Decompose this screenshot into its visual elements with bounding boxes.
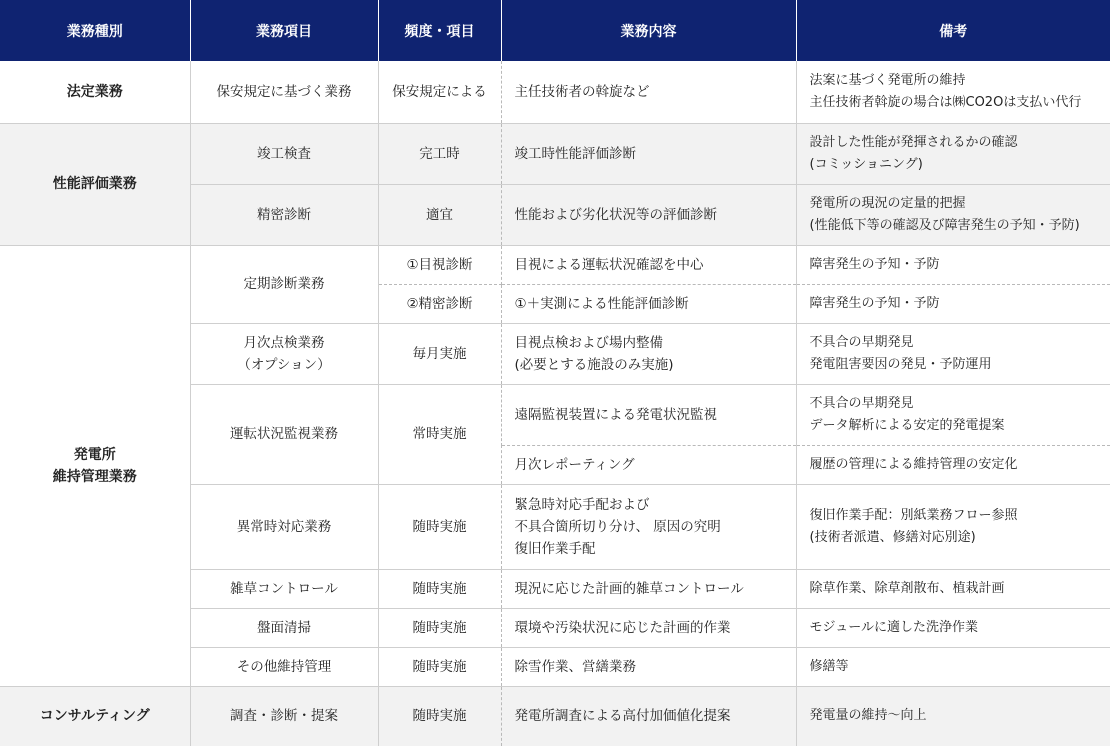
content-cell: 月次レポーティング	[501, 445, 796, 484]
content-cell: 環境や汚染状況に応じた計画的作業	[501, 608, 796, 647]
table-row	[0, 61, 1110, 123]
note-cell	[796, 323, 1110, 384]
content-cell: 遠隔監視装置による発電状況監視	[501, 384, 796, 445]
note-line: (技術者派遣、修繕対応別途)	[809, 529, 976, 545]
category-line: 発電所	[73, 446, 116, 463]
table-row	[0, 245, 1110, 284]
content-line: 不具合箇所切り分け、 原因の究明	[514, 518, 721, 535]
note-line: 主任技術者斡旋の場合は㈱CO2Oは支払い代行	[809, 94, 1082, 110]
content-cell: 竣工時性能評価診断	[501, 123, 796, 184]
content-cell	[501, 323, 796, 384]
content-line: 復旧作業手配	[514, 540, 596, 557]
frequency-cell: 随時実施	[378, 686, 501, 746]
note-cell: モジュールに適した洗浄作業	[796, 608, 1110, 647]
note-line: 発電阻害要因の発見・予防運用	[809, 356, 992, 372]
frequency-cell: 常時実施	[378, 384, 501, 484]
item-cell: 異常時対応業務	[190, 484, 378, 569]
content-cell: 主任技術者の斡旋など	[501, 61, 796, 123]
note-line: 法案に基づく発電所の維持	[809, 72, 966, 88]
note-cell	[796, 184, 1110, 245]
item-cell: 調査・診断・提案	[190, 686, 378, 746]
content-line: 緊急時対応手配および	[514, 496, 650, 513]
note-line: 不具合の早期発見	[809, 395, 914, 411]
note-cell: 障害発生の予知・予防	[796, 245, 1110, 284]
note-cell	[796, 484, 1110, 569]
item-cell: 運転状況監視業務	[190, 384, 378, 484]
frequency-cell: 完工時	[378, 123, 501, 184]
frequency-cell: ②精密診断	[378, 284, 501, 323]
frequency-cell: 毎月実施	[378, 323, 501, 384]
note-cell: 除草作業、除草剤散布、植栽計画	[796, 569, 1110, 608]
note-line: (性能低下等の確認及び障害発生の予知・予防)	[809, 217, 1080, 233]
note-line: 設計した性能が発揮されるかの確認	[809, 134, 1018, 150]
note-cell: 履歴の管理による維持管理の安定化	[796, 445, 1110, 484]
note-cell: 修繕等	[796, 647, 1110, 686]
frequency-cell: 随時実施	[378, 484, 501, 569]
item-cell: 定期診断業務	[190, 245, 378, 323]
note-cell	[796, 61, 1110, 123]
header-frequency: 頻度・項目	[378, 0, 501, 61]
frequency-cell: ①目視診断	[378, 245, 501, 284]
item-cell: 保安規定に基づく業務	[190, 61, 378, 123]
frequency-cell: 随時実施	[378, 608, 501, 647]
item-line: （オプション）	[237, 356, 331, 373]
header-content: 業務内容	[501, 0, 796, 61]
note-line: 発電所の現況の定量的把握	[809, 195, 966, 211]
category-cell: 法定業務	[0, 61, 190, 123]
note-cell: 障害発生の予知・予防	[796, 284, 1110, 323]
frequency-cell: 適宜	[378, 184, 501, 245]
category-cell: コンサルティング	[0, 686, 190, 746]
item-cell	[190, 323, 378, 384]
note-line: 不具合の早期発見	[809, 334, 914, 350]
category-line: 維持管理業務	[52, 468, 137, 485]
note-line: 復旧作業手配：別紙業務フロー参照	[809, 507, 1018, 523]
header-category: 業務種別	[0, 0, 190, 61]
content-line: 目視点検および場内整備	[514, 334, 663, 351]
item-line: 月次点検業務	[243, 334, 325, 351]
item-cell: 盤面清掃	[190, 608, 378, 647]
content-cell: 現況に応じた計画的雑草コントロール	[501, 569, 796, 608]
note-line: (コミッショニング)	[809, 156, 923, 172]
note-cell	[796, 123, 1110, 184]
content-line: (必要とする施設のみ実施)	[514, 356, 674, 373]
category-cell	[0, 245, 190, 686]
table-header-row	[0, 0, 1110, 61]
content-cell: ①＋実測による性能評価診断	[501, 284, 796, 323]
item-cell: 竣工検査	[190, 123, 378, 184]
frequency-cell: 保安規定による	[378, 61, 501, 123]
category-cell: 性能評価業務	[0, 123, 190, 245]
note-line: データ解析による安定的発電提案	[809, 417, 1005, 433]
content-cell	[501, 484, 796, 569]
note-cell: 発電量の維持〜向上	[796, 686, 1110, 746]
content-cell: 発電所調査による高付加価値化提案	[501, 686, 796, 746]
note-cell	[796, 384, 1110, 445]
header-note: 備考	[796, 0, 1110, 61]
frequency-cell: 随時実施	[378, 647, 501, 686]
content-cell: 性能および劣化状況等の評価診断	[501, 184, 796, 245]
header-item: 業務項目	[190, 0, 378, 61]
item-cell: 精密診断	[190, 184, 378, 245]
item-cell: その他維持管理	[190, 647, 378, 686]
frequency-cell: 随時実施	[378, 569, 501, 608]
content-cell: 除雪作業、営繕業務	[501, 647, 796, 686]
item-cell: 雑草コントロール	[190, 569, 378, 608]
table-row	[0, 123, 1110, 184]
content-cell: 目視による運転状況確認を中心	[501, 245, 796, 284]
table-row	[0, 686, 1110, 746]
